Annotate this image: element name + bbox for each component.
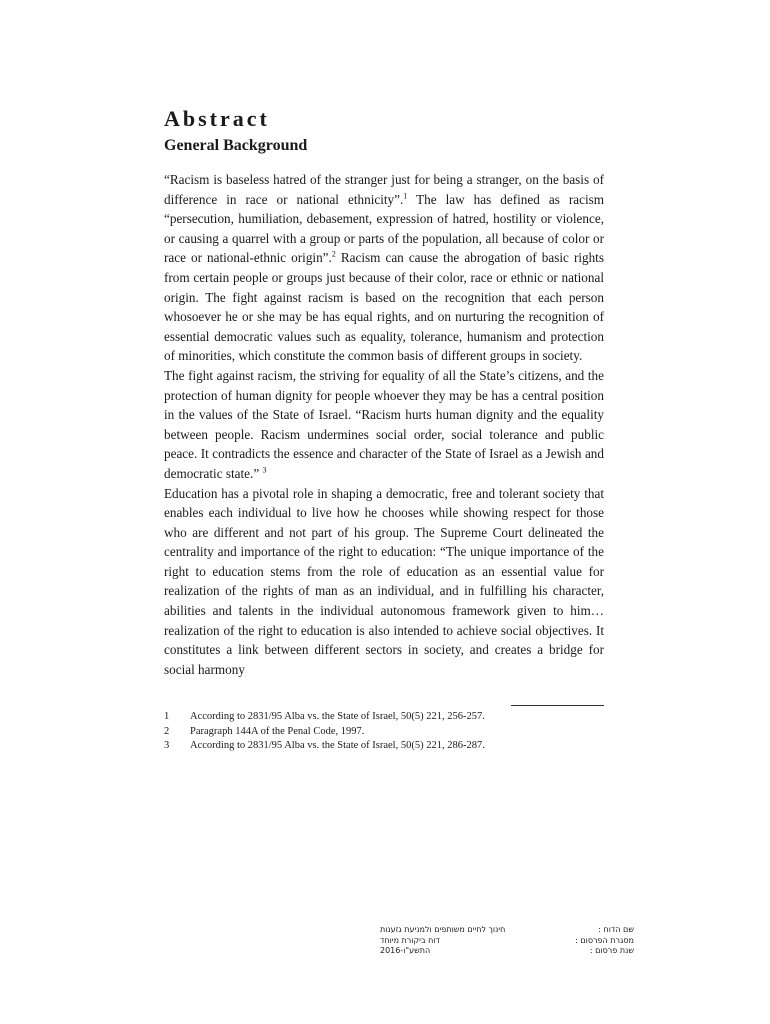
footnote-ref-3: 3: [262, 465, 267, 475]
colophon-value: התשע"ו-2016: [380, 946, 431, 955]
footnote-text: Paragraph 144A of the Penal Code, 1997.: [190, 725, 365, 737]
paragraph-2-text: The fight against racism, the striving for equality of all the State’s citizens, and the protection of human dignity for people whoever they may be has a central position in the values of the State of Israel. “Racism hurts human dignity and the equality between people. Racism undermines social order, social tolerance and public peace. It contradicts the essence and character of the State of Israel as a Jewish and democratic state.”: [164, 367, 604, 481]
footnote-item: [164, 739, 604, 754]
colophon-value: חינוך לחיים משותפים ולמניעת גזענות: [380, 925, 506, 934]
paragraph-3: [164, 484, 604, 680]
body-text: [164, 170, 604, 679]
paragraph-1-part-a: “Racism is baseless hatred of the stranger just for being a stranger, on the basis of difference in race or national ethnicity”.: [164, 172, 604, 207]
colophon-row: [380, 936, 634, 947]
colophon-label: שנת פרסום :: [589, 946, 634, 955]
footnote-text: According to 2831/95 Alba vs. the State of Israel, 50(5) 221, 286-287.: [190, 740, 485, 751]
footnote-item: [164, 710, 604, 725]
colophon-label: שם הדוח :: [598, 925, 634, 934]
footnote-ref-2: 2: [331, 249, 336, 259]
footnote-number: 3: [164, 740, 170, 751]
footnote-divider: [511, 705, 604, 706]
page-title: Abstract: [164, 106, 270, 131]
footnote-number: 2: [164, 725, 170, 737]
paragraph-3-text: Education has a pivotal role in shaping a democratic, free and tolerant society that enables each individual to live how he chooses while showing respect for those who are different and not part of his group. The Supreme Court delineated the centrality and importance of the right to education: “The unique importance of the right to education stems from the role of education as an essential value for realization of the rights of man as an individual, and in fulfilling his character, abilities and talents in the individual autonomous framework given to him…realization of the right to education is also intended to achieve social objectives. It constitutes a link between different sectors in society, and creates a bridge for social harmony: [164, 485, 604, 677]
paragraph-1-part-c: Racism can cause the abrogation of basic rights from certain people or groups just because of their color, race or ethnic or national origin. The fight against racism is based on the recognition that each person whosoever he or she may be has equal rights, and on nurturing the recognition of essential democratic values such as equality, tolerance, humanism and protection of minorities, which constitute the common basis of different groups in society.: [164, 250, 604, 364]
colophon-value: דוח ביקורת מיוחד: [380, 935, 440, 945]
section-heading: General Background: [164, 137, 308, 154]
footnote-ref-1: 1: [403, 191, 408, 201]
paragraph-2: [164, 366, 604, 484]
footnotes: [164, 710, 604, 754]
paragraph-1: [164, 170, 604, 366]
footnote-item: [164, 725, 604, 740]
colophon-row: [380, 925, 634, 936]
footnote-text: According to 2831/95 Alba vs. the State of Israel, 50(5) 221, 256-257.: [190, 711, 485, 722]
paragraph-1-part-b: The law has defined as racism “persecution, humiliation, debasement, expression of hatred, hostility or violence, or causing a quarrel with a group or parts of the population, all because of color or race or national-ethnic origin”.: [164, 191, 604, 266]
publication-colophon: [380, 925, 634, 957]
colophon-label: מסגרת הפרסום :: [575, 935, 634, 945]
colophon-row: [380, 946, 634, 957]
footnote-number: 1: [164, 711, 170, 722]
